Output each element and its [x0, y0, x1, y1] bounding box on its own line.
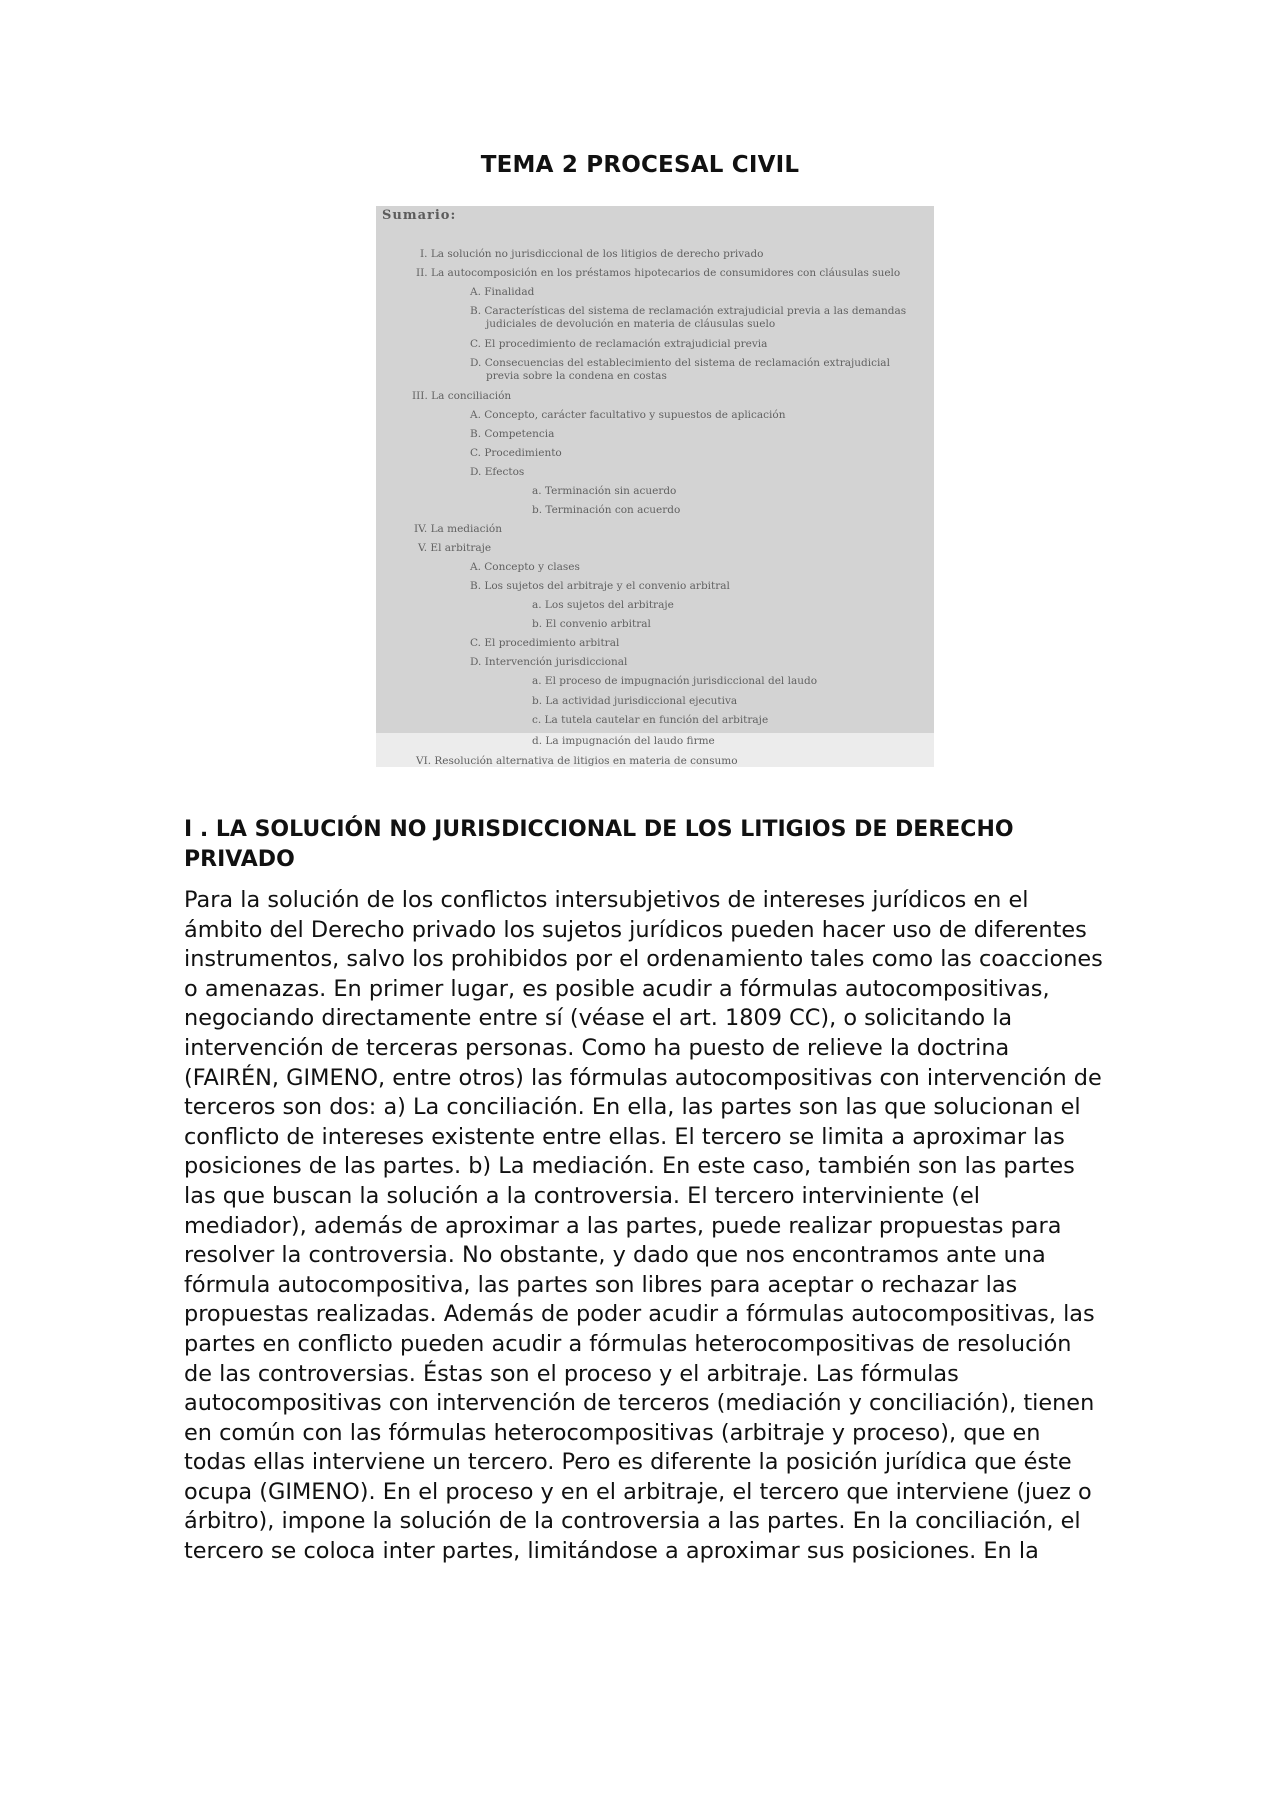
toc-item: C. El procedimiento de reclamación extrajudicial previa [470, 338, 768, 350]
toc-item: c. La tutela cautelar en función del arbitraje [532, 714, 769, 726]
toc-item: a. Terminación sin acuerdo [532, 485, 677, 497]
body-paragraph: Para la solución de los conflictos intersubjetivos de intereses jurídicos en el ámbito del Derecho privado los sujetos jurídicos pueden hacer uso de diferentes instrumentos, salvo los prohibidos por el ordenamiento tales como las coacciones o amenazas. En primer lugar, es posible acudir a fórmulas autocompositivas, negociando directamente entre sí (véase el art. 1809 CC), o solicitando la intervención de terceras personas. Como ha puesto de relieve la doctrina (FAIRÉN, GIMENO, entre otros) las fórmulas autocompositivas con intervención de terceros son dos: a) La conciliación. En ella, las partes son las que solucionan el conflicto de intereses existente entre ellas. El tercero se limita a aproximar las posiciones de las partes. b) La mediación. En este caso, también son las partes las que buscan la solución a la controversia. El tercero interviniente (el mediador), además de aproximar a las partes, puede realizar propuestas para resolver la controversia. No obstante, y dado que nos encontramos ante una fórmula autocompositiva, las partes son libres para aceptar o rechazar las propuestas realizadas. Además de poder acudir a fórmulas autocompositivas, las partes en conflicto pueden acudir a fórmulas heterocompositivas de resolución de las controversias. Éstas son el proceso y el arbitraje. Las fórmulas autocompositivas con intervención de terceros (mediación y conciliación), tienen en común con las fórmulas heterocompositivas (arbitraje y proceso), que en todas ellas interviene un tercero. Pero es diferente la posición jurídica que éste ocupa (GIMENO). En el proceso y en el arbitraje, el tercero que interviene (juez o árbitro), impone la solución de la controversia a las partes. En la conciliación, el tercero se coloca inter partes, limitándose a aproximar sus posiciones. En la [184, 887, 1103, 1565]
toc-item: C. Procedimiento [470, 447, 562, 459]
toc-item: b. El convenio arbitral [532, 618, 651, 630]
toc-item: I. La solución no jurisdiccional de los litigios de derecho privado [420, 248, 764, 260]
toc-item: B. Competencia [470, 428, 555, 440]
summary-label: Sumario: [382, 208, 457, 223]
toc-item: IV. La mediación [414, 523, 502, 535]
toc-item: B. Los sujetos del arbitraje y el convenio arbitral [470, 580, 730, 592]
toc-item: judiciales de devolución en materia de cláusulas suelo [486, 318, 776, 330]
page-title: TEMA 2 PROCESAL CIVIL [480, 152, 800, 178]
section-heading: I . LA SOLUCIÓN NO JURISDICCIONAL DE LOS LITIGIOS DE DERECHO PRIVADO [184, 817, 1014, 872]
toc-item: VI. Resolución alternativa de litigios en materia de consumo [416, 755, 738, 767]
toc-item: D. Consecuencias del establecimiento del sistema de reclamación extrajudicial [470, 357, 890, 369]
toc-item: III. La conciliación [412, 390, 512, 402]
toc-item: d. La impugnación del laudo firme [532, 735, 715, 747]
toc-item: C. El procedimiento arbitral [470, 637, 620, 649]
toc-item: a. Los sujetos del arbitraje [532, 599, 674, 611]
toc-item: A. Concepto y clases [470, 561, 580, 573]
toc-item: D. Efectos [470, 466, 525, 478]
toc-item: a. El proceso de impugnación jurisdiccional del laudo [532, 675, 818, 687]
toc-item: D. Intervención jurisdiccional [470, 656, 628, 668]
toc-item: B. Características del sistema de reclamación extrajudicial previa a las demandas [470, 305, 907, 317]
summary-box [376, 206, 934, 767]
toc-item: b. La actividad jurisdiccional ejecutiva [532, 695, 738, 707]
toc-item: b. Terminación con acuerdo [532, 504, 681, 516]
toc-item: II. La autocomposición en los préstamos hipotecarios de consumidores con cláusulas suelo [416, 267, 901, 279]
toc-item: A. Concepto, carácter facultativo y supuestos de aplicación [470, 409, 786, 421]
toc-item: previa sobre la condena en costas [486, 370, 667, 382]
toc-item: A. Finalidad [470, 286, 535, 298]
toc-item: V. El arbitraje [418, 542, 492, 554]
